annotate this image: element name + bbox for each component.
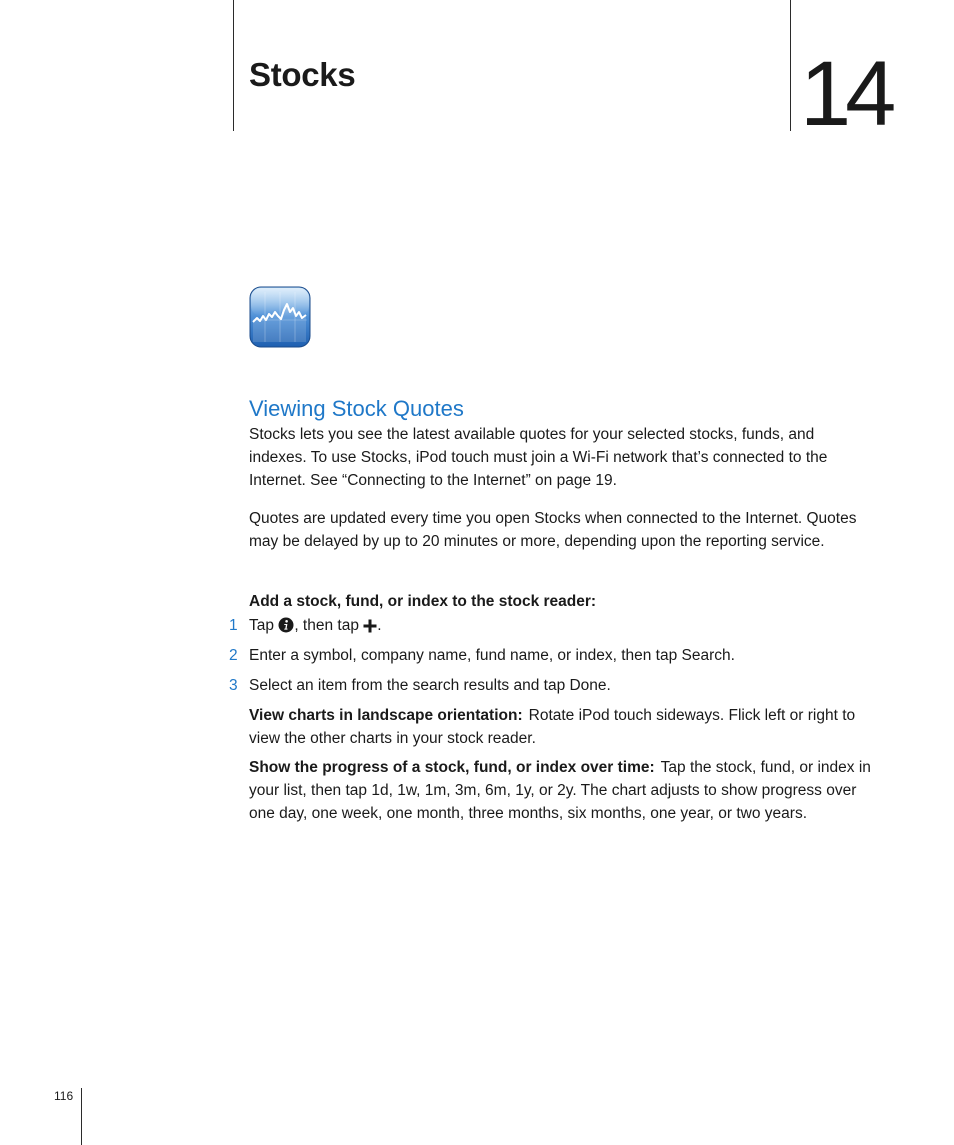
tip-lead: Show the progress of a stock, fund, or index over time: (249, 759, 655, 776)
plus-icon (363, 617, 377, 640)
tip-body: Tap the stock, fund, or index in your list, then tap 1d, 1w, 1m, 3m, 6m, 1y, or 2y. The chart adjusts to show progress over one day, one week, one month, three months, six months, one year, or two years. (249, 759, 871, 822)
task-heading: Add a stock, fund, or index to the stock reader: (249, 593, 597, 610)
footer-rule (81, 1088, 82, 1145)
section-heading: Viewing Stock Quotes (249, 396, 464, 421)
step-number: 2 (229, 647, 238, 664)
step-text-part: , then tap (294, 617, 364, 634)
step-number: 1 (229, 617, 238, 634)
tip-landscape (249, 704, 874, 750)
stocks-app-icon (249, 286, 311, 348)
tip-progress (249, 756, 874, 825)
tip-lead: View charts in landscape orientation: (249, 707, 523, 724)
info-icon (278, 617, 294, 640)
step-text: Enter a symbol, company name, fund name, or index, then tap Search. (249, 647, 735, 664)
step-text-part: . (377, 617, 382, 634)
chapter-title: Stocks (249, 56, 356, 93)
chapter-rule-left (233, 0, 234, 131)
update-paragraph: Quotes are updated every time you open Stocks when connected to the Internet. Quotes may be delayed by up to 20 minutes or more, depending upon the reporting service. (249, 510, 857, 550)
step-text-part: Tap (249, 617, 279, 634)
step-text: Select an item from the search results and tap Done. (249, 677, 611, 694)
stocks-chart-icon (249, 286, 311, 348)
tip-body: Rotate iPod touch sideways. Flick left or right to view the other charts in your stock reader. (249, 707, 856, 747)
chapter-rule-right (790, 0, 791, 131)
intro-paragraph: Stocks lets you see the latest available quotes for your selected stocks, funds, and indexes. To use Stocks, iPod touch must join a Wi-Fi network that’s connected to the Internet. See “Connecting to the Internet” on page 19. (249, 426, 828, 489)
step-text (249, 614, 382, 640)
page-number: 116 (54, 1089, 74, 1103)
chapter-number: 14 (800, 43, 891, 145)
step-number: 3 (229, 677, 238, 694)
